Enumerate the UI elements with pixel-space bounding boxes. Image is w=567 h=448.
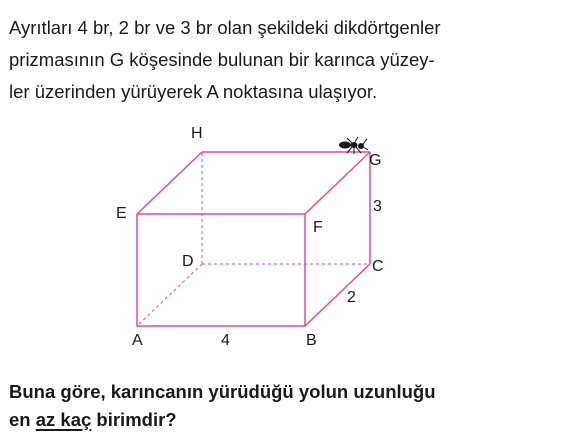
hidden-edges [137, 152, 370, 326]
front-face [137, 214, 305, 326]
vertex-label-e: E [116, 205, 127, 222]
visible-edges [137, 152, 370, 326]
edge-gf [305, 152, 370, 214]
vertex-label-h: H [191, 125, 203, 142]
question-line-2-end: birimdir? [91, 409, 177, 430]
vertex-label-d: D [182, 253, 194, 270]
edge-length-cg: 3 [373, 198, 382, 215]
vertex-label-f: F [313, 219, 323, 236]
edge-da [137, 264, 202, 326]
edge-length-ab: 4 [221, 332, 230, 349]
question-text [9, 378, 561, 434]
problem-line-1: Ayrıtları 4 br, 2 br ve 3 br olan şekildeki dikdörtgenler [9, 17, 441, 38]
edge-cb [305, 264, 370, 326]
vertex-label-c: C [372, 258, 384, 275]
vertex-label-a: A [132, 332, 143, 349]
problem-line-2: prizmasının G köşesinde bulunan bir karınca yüzey- [9, 49, 435, 70]
vertex-label-g: G [369, 152, 382, 169]
edge-length-bc: 2 [347, 289, 356, 306]
problem-line-3: ler üzerinden yürüyerek A noktasına ulaşıyor. [9, 81, 378, 102]
vertex-label-b: B [306, 332, 317, 349]
question-line-2-start: en [9, 409, 36, 430]
edge-he [137, 152, 202, 214]
question-line-1: Buna göre, karıncanın yürüdüğü yolun uzunluğu [9, 381, 436, 402]
question-emphasis: az kaç [35, 409, 92, 430]
